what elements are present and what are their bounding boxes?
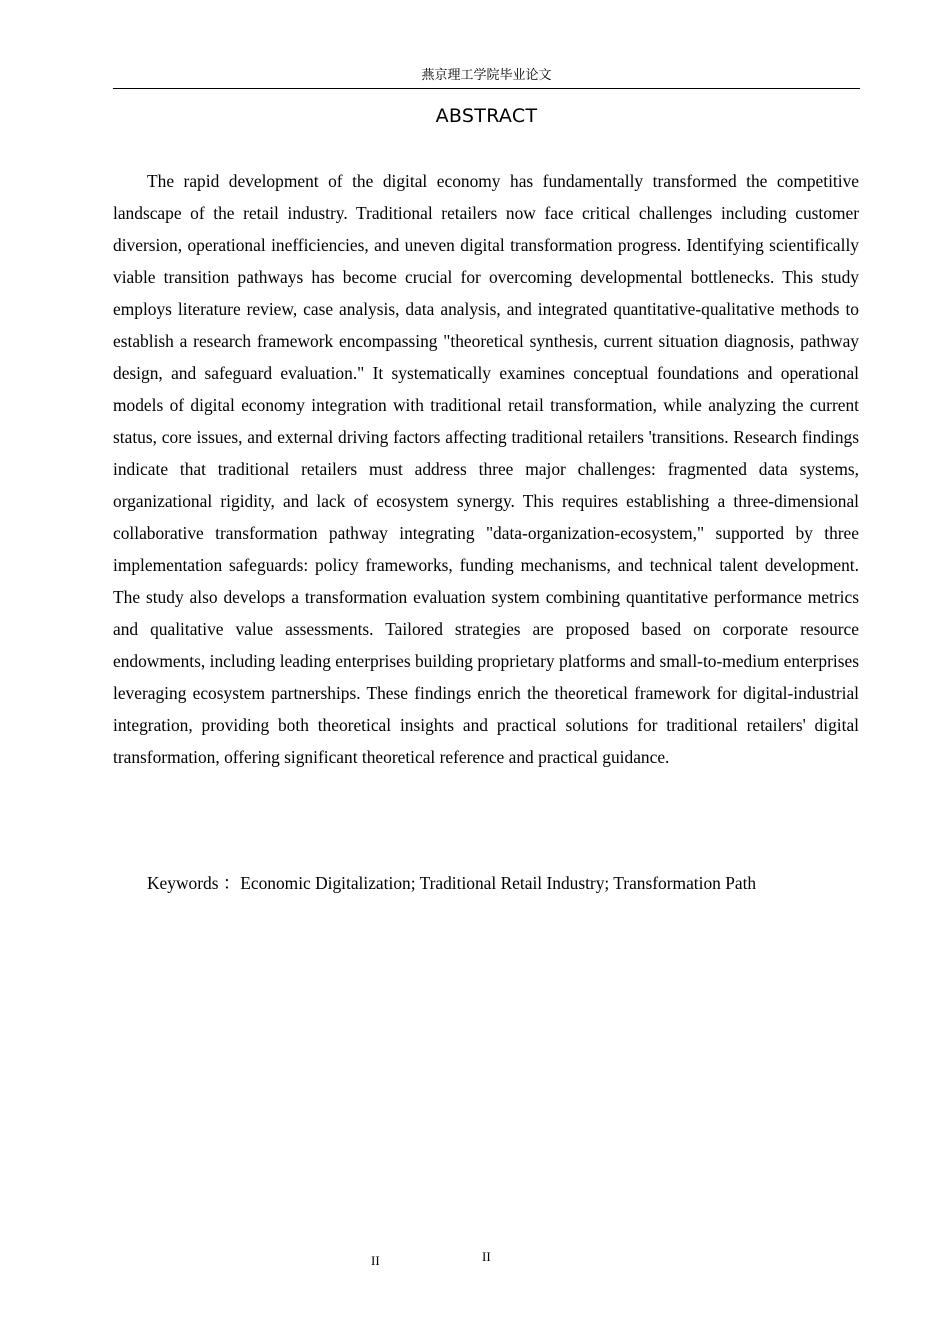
keywords-label: Keywords ： <box>147 873 241 893</box>
page-number-right: II <box>482 1249 491 1264</box>
page-header <box>113 66 860 89</box>
page-number-left: II <box>371 1253 380 1268</box>
institution-title: 燕京理工学院毕业论文 <box>421 68 552 83</box>
abstract-body: The rapid development of the digital economy has fundamentally transformed the competitive landscape of the retail industry. Traditional retailers now face critical challenges including customer diversion, operational inefficiencies, and uneven digital transformation progress. Identifying scientifically viable transition pathways has become crucial for overcoming developmental bottlenecks. This study employs literature review, case analysis, data analysis, and integrated quantitative-qualitative methods to establish a research framework encompassing "theoretical synthesis, current situation diagnosis, pathway design, and safeguard evaluation." It systematically examines conceptual foundations and operational models of digital economy integration with traditional retail transformation, while analyzing the current status, core issues, and external driving factors affecting traditional retailers 'transitions. Research findings indicate that traditional retailers must address three major challenges: fragmented data systems, organizational rigidity, and lack of ecosystem synergy. This requires establishing a three-dimensional collaborative transformation pathway integrating "data-organization-ecosystem," supported by three implementation safeguards: policy frameworks, funding mechanisms, and technical talent development. The study also develops a transformation evaluation system combining quantitative performance metrics and qualitative value assessments. Tailored strategies are proposed based on corporate resource endowments, including leading enterprises building proprietary platforms and small-to-medium enterprises leveraging ecosystem partnerships. These findings enrich the theoretical framework for digital-industrial integration, providing both theoretical insights and practical solutions for traditional retailers' digital transformation, offering significant theoretical reference and practical guidance. <box>113 171 859 767</box>
abstract-heading: ABSTRACT <box>435 105 538 127</box>
keywords-text: Economic Digitalization; Traditional Retail Industry; Transformation Path <box>240 873 757 893</box>
keywords-line <box>147 867 860 899</box>
